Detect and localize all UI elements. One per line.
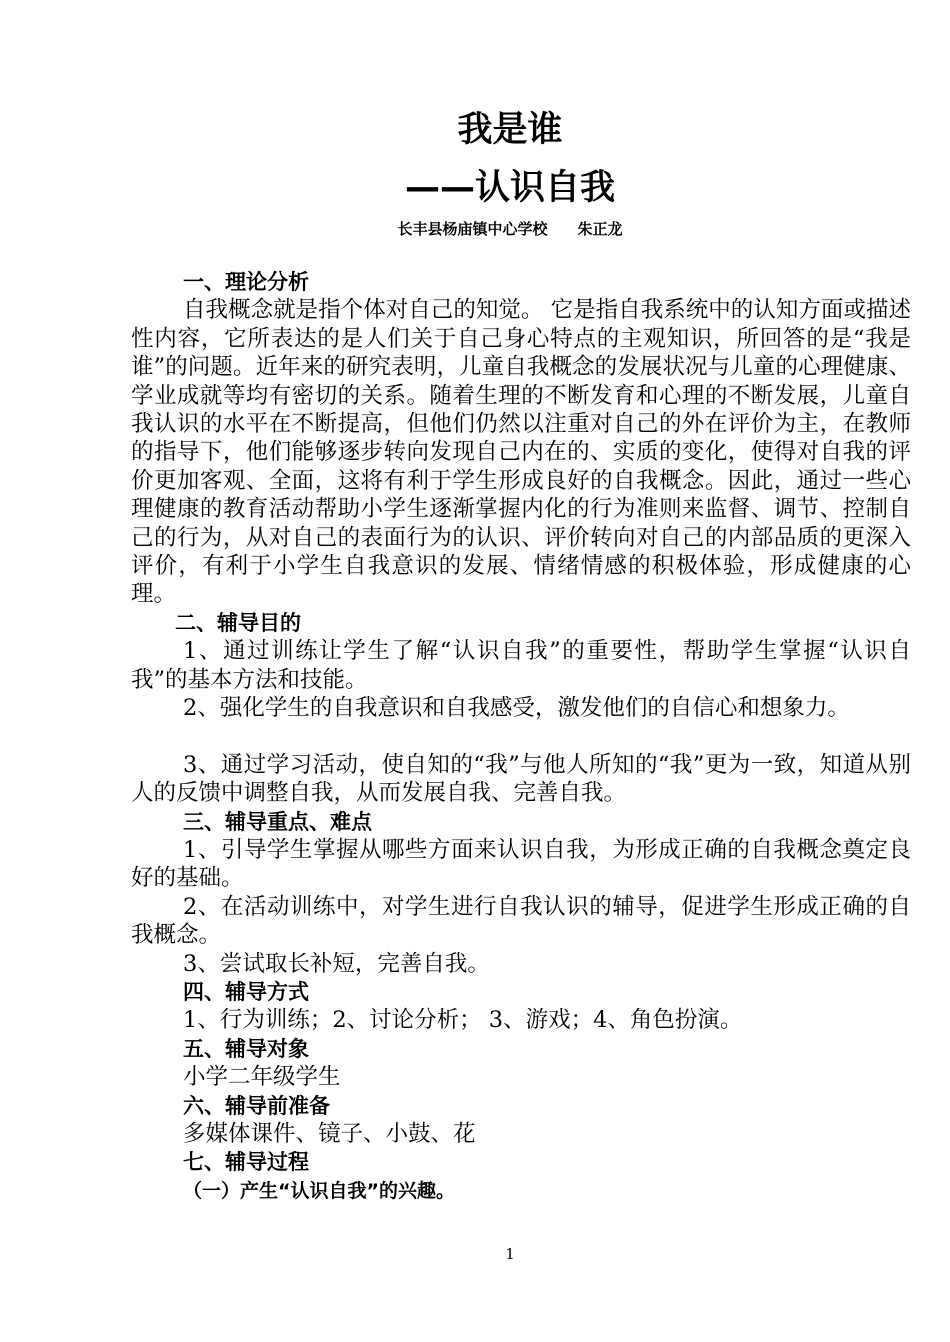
document-body [131,268,911,1205]
author-byline: 长丰县杨庙镇中心学校 朱正龙 [397,220,623,238]
section-heading-process: 七、辅导过程 [183,1150,309,1175]
section-heading-theory: 一、理论分析 [183,270,309,294]
methods-text: 1、行为训练；2、讨论分析； 3、游戏；4、角色扮演。 [183,1007,743,1034]
document-title: 我是谁 [457,110,563,150]
focus-item-2: 2、在活动训练中，对学生进行自我认识的辅导，促进学生形成正确的自我概念。 [131,893,911,949]
section-heading-goals: 二、辅导目的 [175,610,301,635]
goal-item-1: 1、通过训练让学生了解“认识自我”的重要性，帮助学生掌握“认识自我”的基本方法和技能。 [131,638,911,693]
focus-item-1: 1、引导学生掌握从哪些方面来认识自我，为形成正确的自我概念奠定良好的基础。 [131,837,911,892]
goal-item-3: 3、通过学习活动，使自知的“我”与他人所知的“我”更为一致，知道从别人的反馈中调整自我，从而发展自我、完善自我。 [131,751,911,807]
focus-item-3: 3、尝试取长补短，完善自我。 [183,950,490,977]
process-subheading-1: （一）产生“认识自我”的兴趣。 [183,1179,455,1202]
blank-line [131,722,911,750]
theory-paragraph: 自我概念就是指个体对自己的知觉。 它是指自我系统中的认知方面或描述性内容，它所表达的是人们关于自己身心特点的主观知识，所回答的是“我是谁”的问题。近年来的研究表明，儿童自我概念的发展状况与儿童的心理健康、学业成就等均有密切的关系。随着生理的不断发育和心理的不断发展，儿童自我认识的水平在不断提高，但他们仍然以注重对自己的外在评价为主，在教师的指导下，他们能够逐步转向发现自己内在的、实质的变化，使得对自我的评价更加客观、全面，这将有利于学生形成良好的自我概念。因此，通过一些心理健康的教育活动帮助小学生逐渐掌握内化的行为准则来监督、调节、控制自己的行为，从对自己的表面行为的认识、评价转向对自己的内部品质的更深入评价，有利于小学生自我意识的发展、情绪情感的积极体验，形成健康的心理。 [131,297,911,608]
section-heading-audience: 五、辅导对象 [183,1036,309,1061]
section-heading-preparation: 六、辅导前准备 [183,1093,330,1118]
document-subtitle: ——认识自我 [404,168,615,208]
audience-text: 小学二年级学生 [183,1064,341,1091]
page-number: 1 [505,1245,515,1263]
goal-item-2: 2、强化学生的自我意识和自我感受，激发他们的自信心和想象力。 [183,695,850,722]
section-heading-methods: 四、辅导方式 [183,980,309,1005]
section-heading-focus: 三、辅导重点、难点 [183,809,372,834]
preparation-text: 多媒体课件、镜子、小鼓、花 [183,1121,476,1148]
